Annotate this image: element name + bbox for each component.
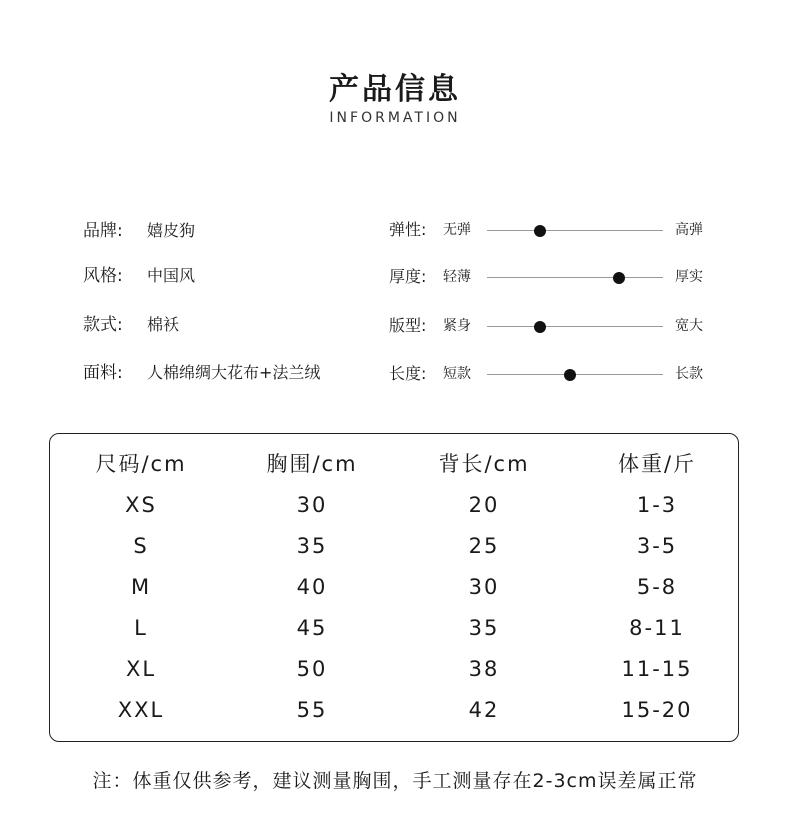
info-value: 嬉皮狗 [147,221,196,240]
rating-min-label: 无弹 [443,222,471,238]
rating-label: 弹性: [389,220,427,239]
rating-indicator-dot [564,369,576,381]
rating-indicator-dot [534,321,546,333]
rating-track [487,230,663,231]
table-cell: L [134,616,148,640]
table-cell: 25 [468,534,500,558]
info-label: 面料: [83,363,123,383]
table-cell: M [130,575,152,599]
rating-min-label: 紧身 [443,318,471,334]
info-row-style [83,264,196,288]
table-cell: 38 [468,657,500,681]
info-label: 品牌: [83,221,123,241]
rating-track [487,326,663,327]
table-row [50,572,740,602]
page-title: 产品信息 [329,72,461,107]
info-label: 款式: [83,315,123,335]
size-note: 注：体重仅供参考，建议测量胸围，手工测量存在2-3cm误差属正常 [92,770,698,792]
info-label: 风格: [83,266,123,286]
page-subtitle: INFORMATION [329,110,461,126]
rating-label: 厚度: [389,267,427,286]
info-row-type [83,313,180,337]
rating-length [389,362,719,386]
table-header-cell: 胸围/cm [266,452,358,476]
table-cell: S [133,534,149,558]
table-cell: 3-5 [636,534,678,558]
table-row [50,613,740,643]
size-chart-table [49,433,739,742]
table-row [50,695,740,725]
table-cell: XXL [117,698,165,722]
table-row [50,490,740,520]
rating-max-label: 高弹 [675,222,703,238]
table-header-row [50,449,740,479]
table-cell: 1-3 [636,493,678,517]
table-cell: 5-8 [636,575,678,599]
table-cell: 11-15 [621,657,693,681]
table-cell: 35 [296,534,328,558]
rating-max-label: 宽大 [675,318,703,334]
table-header-cell: 背长/cm [438,452,530,476]
rating-min-label: 短款 [443,366,471,382]
rating-elasticity [389,218,719,242]
rating-label: 版型: [389,316,427,335]
table-cell: XL [125,657,157,681]
table-cell: XS [125,493,157,517]
rating-fit [389,314,719,338]
info-value: 人棉绵绸大花布+法兰绒 [147,363,321,382]
info-value: 中国风 [147,266,196,285]
table-header-cell: 尺码/cm [95,452,187,476]
table-row [50,531,740,561]
info-row-brand [83,219,196,243]
rating-min-label: 轻薄 [443,269,471,285]
table-cell: 40 [296,575,328,599]
rating-track [487,277,663,278]
rating-max-label: 厚实 [675,269,703,285]
table-cell: 20 [468,493,500,517]
rating-thickness [389,265,719,289]
table-cell: 8-11 [629,616,685,640]
info-value: 棉袄 [147,315,180,334]
rating-label: 长度: [389,364,427,383]
table-header-cell: 体重/斤 [617,452,697,476]
rating-indicator-dot [534,225,546,237]
table-cell: 50 [296,657,328,681]
table-cell: 45 [296,616,328,640]
table-cell: 35 [468,616,500,640]
info-row-fabric [83,361,321,385]
table-cell: 15-20 [621,698,693,722]
table-cell: 42 [468,698,500,722]
rating-max-label: 长款 [675,366,703,382]
table-row [50,654,740,684]
table-cell: 30 [468,575,500,599]
rating-indicator-dot [613,272,625,284]
table-cell: 30 [296,493,328,517]
table-cell: 55 [296,698,328,722]
